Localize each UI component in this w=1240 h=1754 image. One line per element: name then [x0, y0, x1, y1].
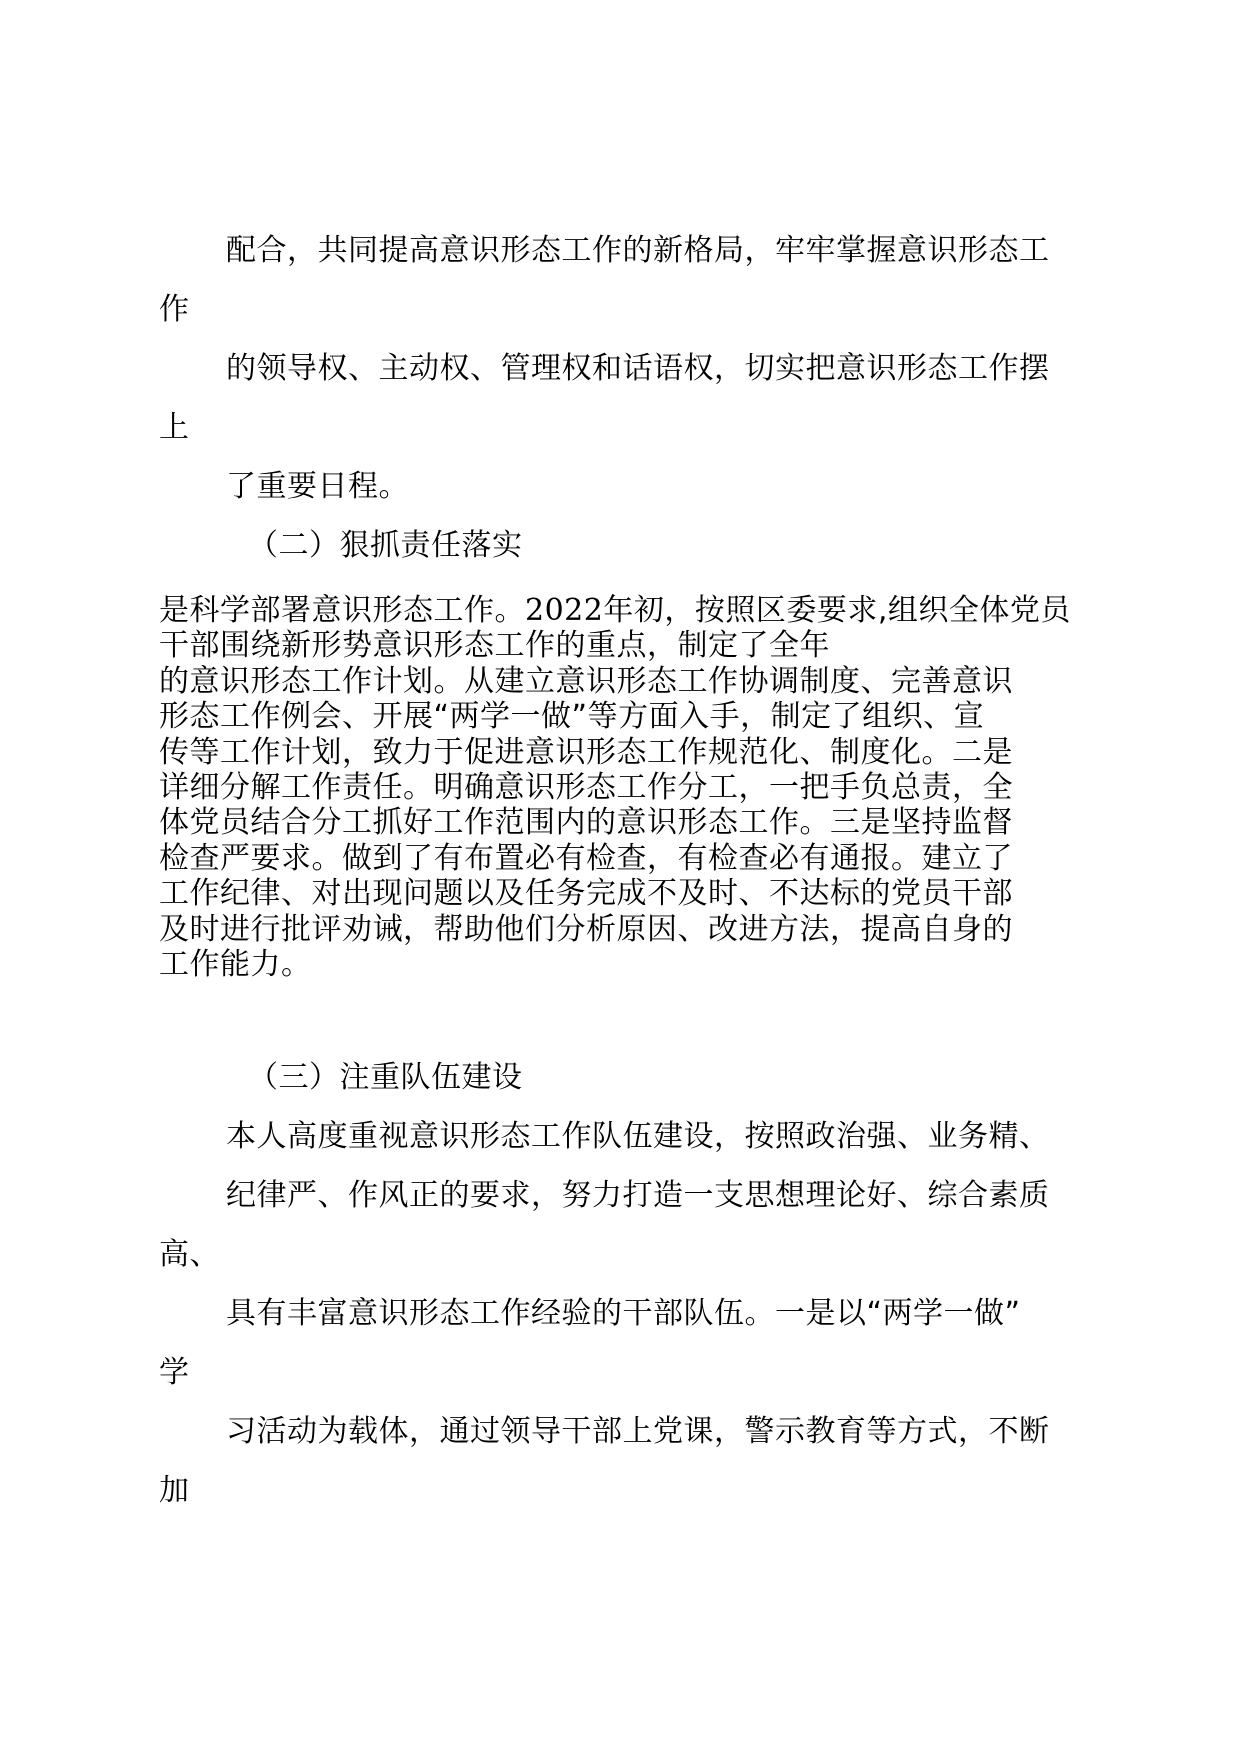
- para2-line-2: 干部围绕新形势意识形态工作的重点，制定了全年: [159, 628, 830, 664]
- para2-line-1-part-a: 是科学部署意识形态工作。: [159, 593, 525, 628]
- para3-line-4: 习活动为载体，通过领导干部上党课，警示教育等方式，不断: [226, 1414, 1050, 1449]
- para3-line-3: 具有丰富意识形态工作经验的干部队伍。一是以“两学一做”: [226, 1296, 1021, 1331]
- para2-line-1-part-b: 年初，按照区委要求,组织全体党员: [603, 593, 1071, 628]
- para2-year: 2022: [525, 593, 604, 628]
- para3-line-3-wrap: 学: [159, 1355, 190, 1390]
- para2-line-10: 及时进行批评劝诫，帮助他们分析原因、改进方法，提高自身的: [159, 911, 1013, 947]
- section-heading-2: （二）狠抓责任落实: [248, 528, 523, 563]
- para2-line-5: 传等工作计划，致力于促进意识形态工作规范化、制度化。二是: [159, 734, 1013, 770]
- para2-block: [159, 593, 1099, 982]
- para3-line-2-wrap: 高、: [159, 1237, 220, 1272]
- para2-line-7: 体党员结合分工抓好工作范围内的意识形态工作。三是坚持监督: [159, 805, 1013, 841]
- para3-line-1: 本人高度重视意识形态工作队伍建设，按照政治强、业务精、: [226, 1119, 1050, 1154]
- para1-line-3: 了重要日程。: [226, 469, 409, 504]
- para1-line-2: 的领导权、主动权、管理权和话语权，切实把意识形态工作摆: [226, 351, 1050, 386]
- para1-line-1: 配合，共同提高意识形态工作的新格局，牢牢掌握意识形态工: [226, 233, 1050, 268]
- para3-line-2: 纪律严、作风正的要求，努力打造一支思想理论好、综合素质: [226, 1178, 1050, 1213]
- para2-line-9: 工作纪律、对出现问题以及任务完成不及时、不达标的党员干部: [159, 876, 1013, 912]
- para2-line-4: 形态工作例会、开展“两学一做”等方面入手，制定了组织、宣: [159, 699, 985, 735]
- para3-line-4-wrap: 加: [159, 1473, 190, 1508]
- para2-line-1: [159, 593, 1099, 628]
- para2-line-11: 工作能力。: [159, 947, 312, 983]
- para2-line-6: 详细分解工作责任。明确意识形态工作分工，一把手负总责，全: [159, 770, 1013, 806]
- para1-line-1-wrap: 作: [159, 292, 190, 327]
- para2-line-8: 检查严要求。做到了有布置必有检查，有检查必有通报。建立了: [159, 840, 1013, 876]
- para1-line-2-wrap: 上: [159, 410, 190, 445]
- section-heading-3: （三）注重队伍建设: [248, 1060, 523, 1095]
- para2-line-3: 的意识形态工作计划。从建立意识形态工作协调制度、完善意识: [159, 663, 1013, 699]
